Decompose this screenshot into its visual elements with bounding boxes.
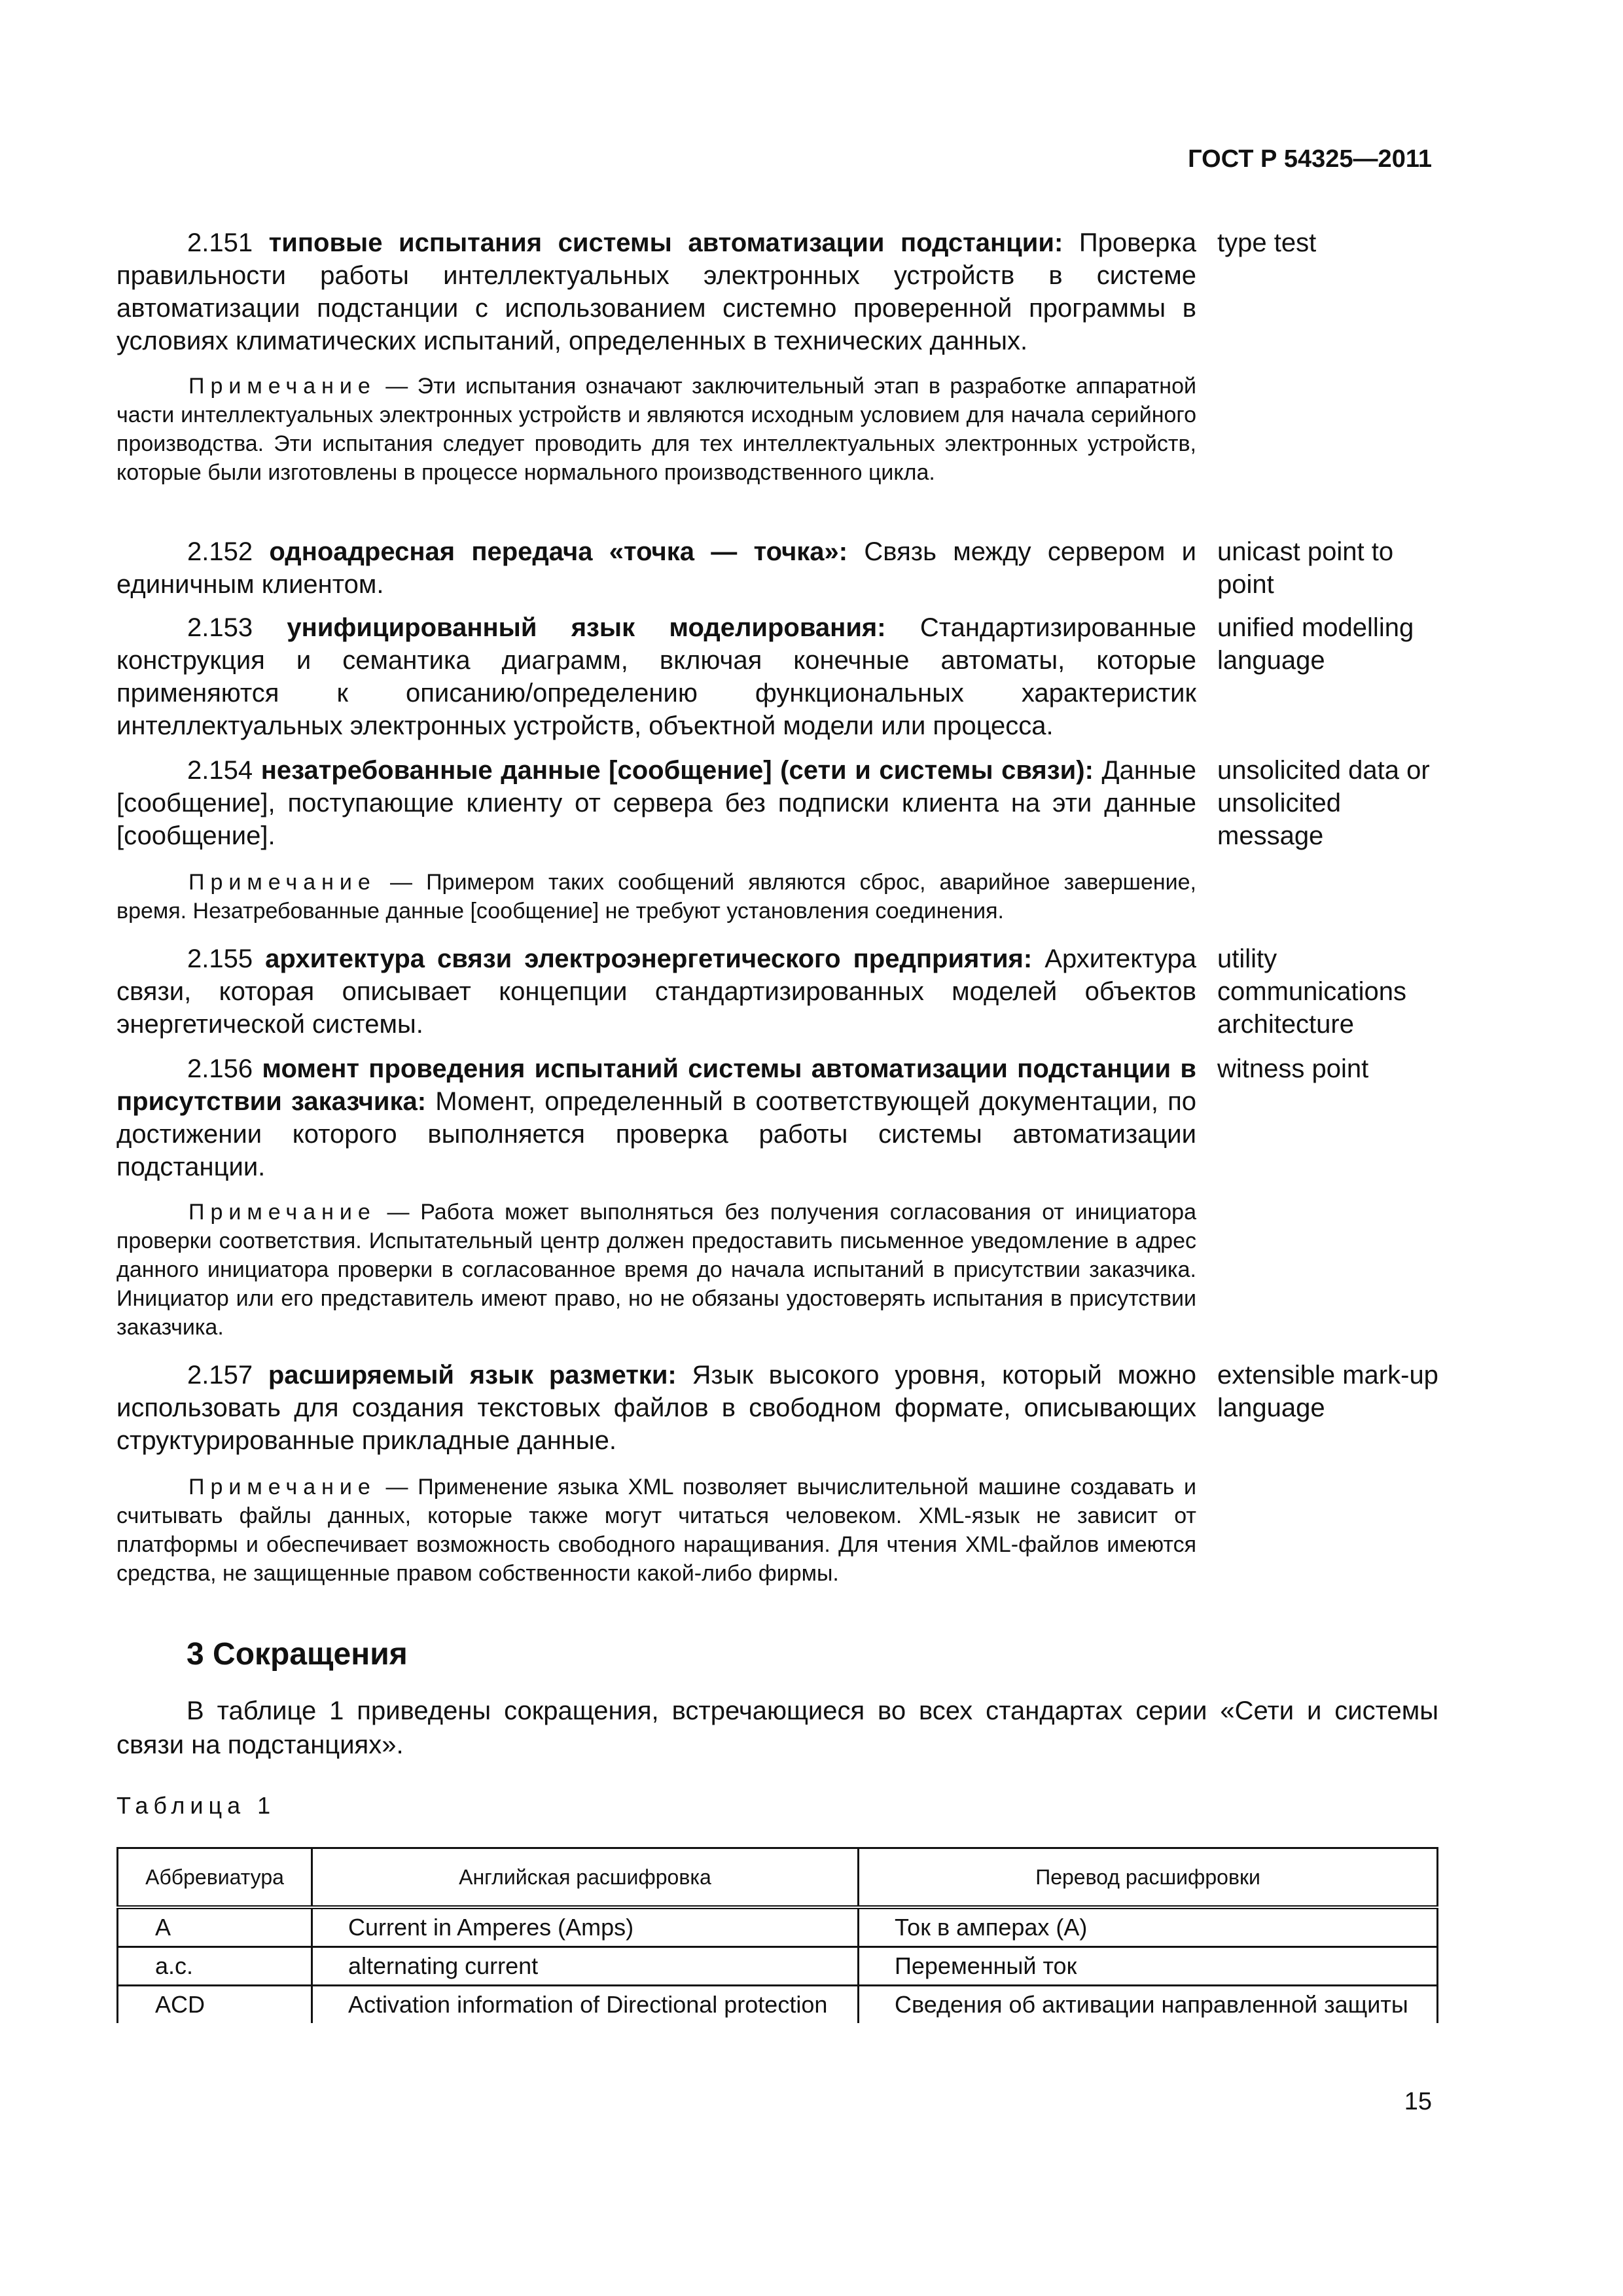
english-equivalent: unicast point to point [1217, 537, 1394, 599]
term-definition: Связь между сервером и единичным клиентом. [116, 537, 1197, 599]
note-text: — Применение языка XML позволяет вычислительной машине создавать и считывать файлы данных, которые также могут читаться человеком. XML-язык не зависит от платформы и обеспечивает возможность свободного наращивания. Для чтения XML-файлов имеются средства, не защищенные правом собственности какой-либо фирмы. [116, 1475, 1196, 1586]
term-name: архитектура связи электроэнергетического предприятия: [265, 944, 1033, 973]
header-translation: Перевод расшифровки [859, 1848, 1438, 1908]
english-equivalent: witness point [1217, 1054, 1369, 1083]
english-equivalent: type test [1217, 228, 1317, 257]
note-text: — Эти испытания означают заключительный этап в разработке аппаратной части интеллектуальных электронных устройств и являются исходным условием для начала серийного производства. Эти испытания следует проводить для тех интеллектуальных электронных устройств, которые были изготовлены в процессе нормального производственного цикла. [116, 374, 1196, 485]
term-text [116, 1052, 1196, 1183]
english-equivalent: utility communications architecture [1217, 944, 1407, 1039]
document-id-header: ГОСТ Р 54325—2011 [1188, 145, 1432, 173]
term-definition: Момент, определенный в соответствующей документации, по достижении которого выполняется проверка работы системы автоматизации подстанции. [116, 1087, 1196, 1181]
table-row [118, 1947, 1438, 1986]
term-definition: Язык высокого уровня, который можно использовать для создания текстовых файлов в свободном формате, описывающих структурированные прикладные данные. [116, 1361, 1196, 1455]
abbreviation-cell: a.c. [118, 1947, 312, 1986]
note-2-151 [116, 372, 1196, 487]
header-english: Английская расшифровка [312, 1848, 859, 1908]
english-cell: alternating current [312, 1947, 859, 1986]
term-definition: Проверка правильности работы интеллектуальных электронных устройств в системе автоматизации подстанции с использованием системно проверенной программы в условиях климатических испытаний, определенных в технических данных. [116, 228, 1196, 355]
term-definition: Данные [сообщение], поступающие клиенту от сервера без подписки клиента на эти данные [сообщение]. [116, 756, 1196, 850]
note-text: — Работа может выполняться без получения согласования от инициатора проверки соответствия. Испытательный центр должен предоставить письменное уведомление в адрес данного инициатора проверки в согласованное время до начала испытаний в присутствии заказчика. Инициатор или его представитель имеют право, но не обязаны удостоверять испытания в присутствии заказчика. [116, 1200, 1196, 1340]
term-name: унифицированный язык моделирования: [287, 613, 886, 642]
english-equivalent: unsolicited data or unsolicited message [1217, 756, 1430, 850]
english-cell: Current in Amperes (Amps) [312, 1907, 859, 1947]
term-number: 2.151 [187, 228, 253, 257]
table-row [118, 1986, 1438, 2024]
term-text [116, 1359, 1196, 1457]
section-title: 3 Сокращения [187, 1637, 408, 1672]
term-text [116, 226, 1196, 357]
term-name: одноадресная передача «точка — точка»: [269, 537, 848, 566]
term-text [116, 535, 1196, 601]
note-2-154 [116, 868, 1196, 925]
english-equivalent: unified modelling language [1217, 613, 1414, 675]
term-number: 2.154 [187, 756, 253, 785]
translation-cell: Переменный ток [859, 1947, 1438, 1986]
term-name: типовые испытания системы автоматизации подстанции: [268, 228, 1063, 257]
term-number: 2.152 [187, 537, 253, 566]
note-2-157 [116, 1473, 1196, 1588]
english-equivalent: extensible mark-up language [1217, 1361, 1438, 1422]
section-paragraph: В таблице 1 приведены сокращения, встречающиеся во всех стандартах серии «Сети и системы связи на подстанциях». [116, 1696, 1438, 1759]
term-name: незатребованные данные [сообщение] (сети и системы связи): [260, 756, 1094, 785]
abbreviations-table [116, 1847, 1438, 2023]
term-definition: Архитектура связи, которая описывает концепции стандартизированных моделей объектов энергетической системы. [116, 944, 1196, 1039]
term-definition: Стандартизированные конструкция и семантика диаграмм, включая конечные автоматы, которые применяются к описанию/определению функциональных характеристик интеллектуальных электронных устройств, объектной модели или процесса. [116, 613, 1196, 740]
note-label: Примечание [188, 1200, 376, 1225]
table-row [118, 1907, 1438, 1947]
note-label: Примечание [188, 1475, 376, 1499]
note-label: Примечание [188, 870, 376, 895]
page-number: 15 [1404, 2088, 1432, 2115]
abbreviation-cell: A [118, 1907, 312, 1947]
term-text [116, 611, 1196, 742]
note-2-156 [116, 1198, 1196, 1342]
term-number: 2.155 [187, 944, 253, 973]
english-cell: Activation information of Directional protection [312, 1986, 859, 2024]
note-label: Примечание [188, 374, 376, 399]
term-number: 2.157 [187, 1361, 253, 1390]
term-text [116, 942, 1196, 1041]
term-number: 2.153 [187, 613, 253, 642]
abbreviation-cell: ACD [118, 1986, 312, 2024]
translation-cell: Ток в амперах (A) [859, 1907, 1438, 1947]
table-caption: Таблица 1 [116, 1792, 276, 1819]
header-abbreviation: Аббревиатура [118, 1848, 312, 1908]
note-text: — Примером таких сообщений являются сброс, аварийное завершение, время. Незатребованные данные [сообщение] не требуют установления соединения. [116, 870, 1196, 924]
term-name: расширяемый язык разметки: [268, 1361, 677, 1390]
translation-cell: Сведения об активации направленной защиты [859, 1986, 1438, 2024]
term-name: момент проведения испытаний системы автоматизации подстанции в присутствии заказчика: [116, 1054, 1196, 1116]
term-number: 2.156 [187, 1054, 253, 1083]
table-header-row [118, 1848, 1438, 1908]
term-text [116, 754, 1196, 852]
